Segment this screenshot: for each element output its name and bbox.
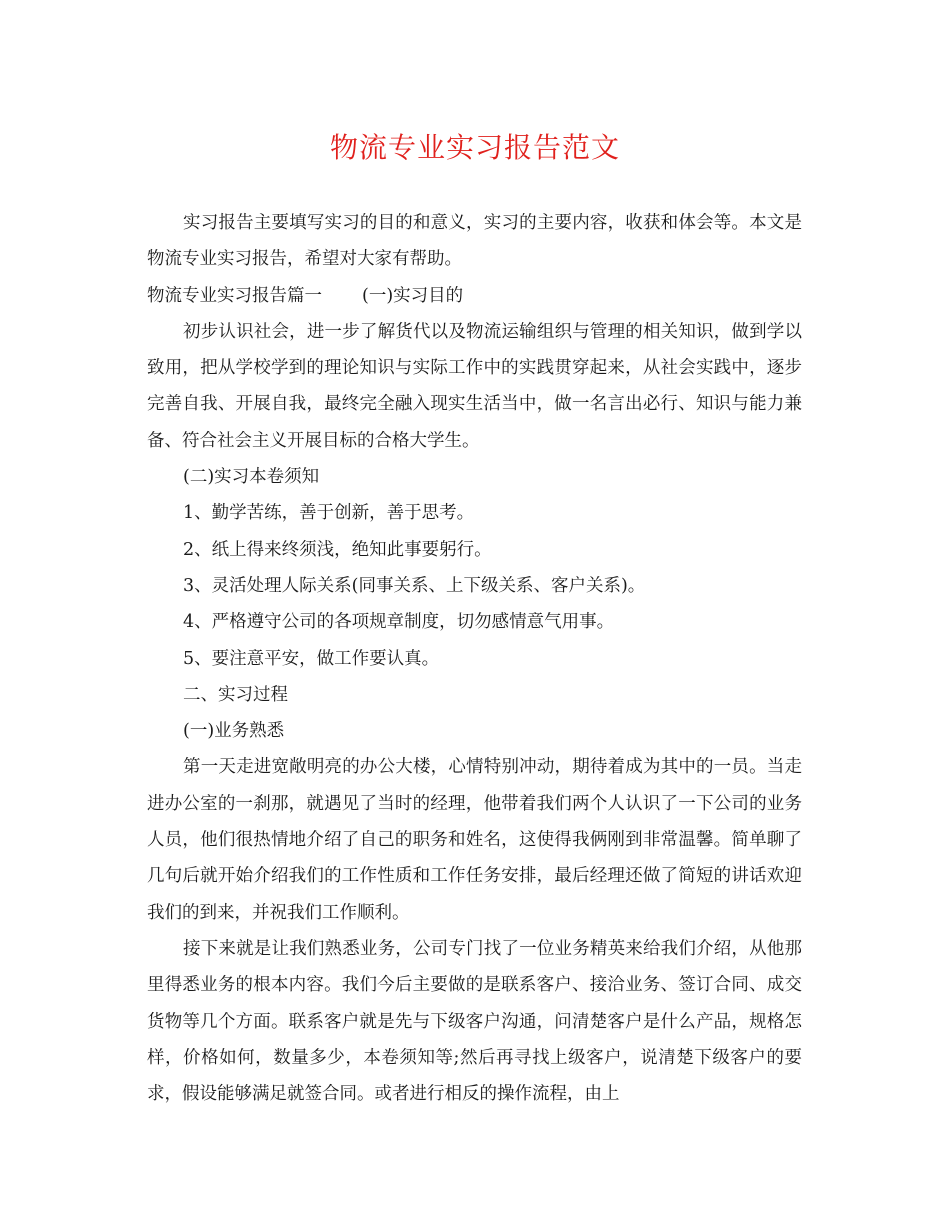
notice-item: 5、要注意平安，做工作要认真。 [183,648,440,669]
notice-item: 2、纸上得来终须浅，绝知此事要躬行。 [183,539,492,560]
process-heading: 二、实习过程 [183,684,288,705]
business-intro-paragraph: 接下来就是让我们熟悉业务，公司专门找了一位业务精英来给我们介绍，从他那里得悉业务的根本内容。我们今后主要做的是联系客户、接洽业务、签订合同、成交货物等几个方面。联系客户就是先与下级客户沟通，问清楚客户是什么产品，规格怎样，价格如何，数量多少，本卷须知等;然后再寻找上级客户，说清楚下级客户的要求，假设能够满足就签合同。或者进行相反的操作流程，由上 [147,938,802,1105]
document-title: 物流专业实习报告范文 [329,131,620,164]
document-body [147,205,802,1112]
first-day-paragraph: 第一天走进宽敞明亮的办公大楼，心情特别冲动，期待着成为其中的一员。当走进办公室的一刹那，就遇见了当时的经理，他带着我们两个人认识了一下公司的业务人员，他们很热情地介绍了自己的职务和姓名，这使得我俩刚到非常温馨。简单聊了几句后就开始介绍我们的工作性质和工作任务安排，最后经理还做了简短的讲话欢迎我们的到来，并祝我们工作顺利。 [147,757,802,923]
business-heading: (一)业务熟悉 [183,721,285,742]
purpose-heading: (一)实习目的 [362,285,464,306]
notice-item: 4、严格遵守公司的各项规章制度，切勿感情意气用事。 [183,612,615,633]
notice-heading: (二)实习本卷须知 [183,467,320,488]
section-heading [147,278,802,314]
intro-paragraph: 实习报告主要填写实习的目的和意义，实习的主要内容，收获和体会等。本文是物流专业实习报告，希望对大家有帮助。 [147,213,802,270]
notice-item: 3、灵活处理人际关系(同事关系、上下级关系、客户关系)。 [183,575,646,596]
purpose-paragraph: 初步认识社会，进一步了解货代以及物流运输组织与管理的相关知识，做到学以致用，把从学校学到的理论知识与实际工作中的实践贯穿起来，从社会实践中，逐步完善自我、开展自我，最终完全融入现实生活当中，做一名言出必行、知识与能力兼备、符合社会主义开展目标的合格大学生。 [147,321,802,451]
notice-item: 1、勤学苦练，善于创新，善于思考。 [183,503,475,524]
section-heading-title: 物流专业实习报告篇一 [147,285,322,306]
